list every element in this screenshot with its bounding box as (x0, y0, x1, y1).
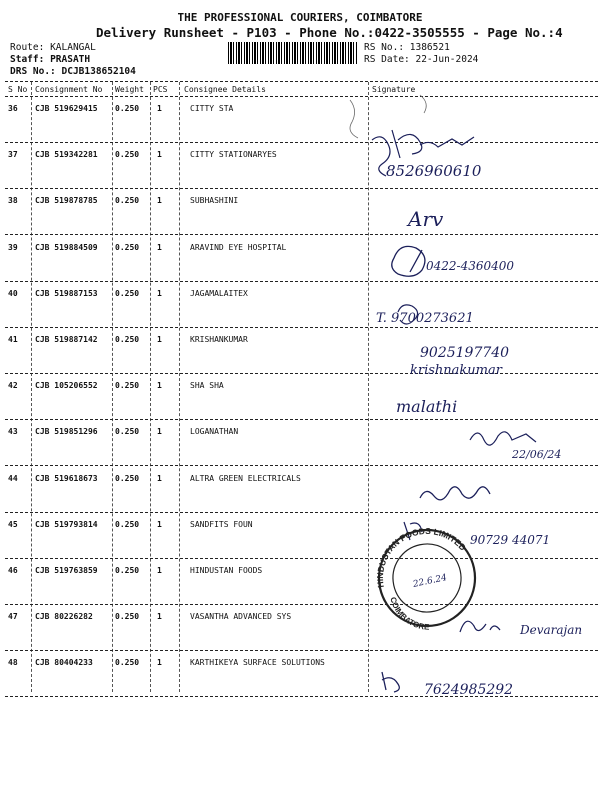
row-sno: 44 (8, 473, 18, 483)
row-sno: 42 (8, 381, 18, 391)
route-label: Route: (10, 42, 45, 53)
runsheet-title: Delivery Runsheet - P103 - Phone No.:0422-3505555 - Page No.:4 (96, 25, 563, 40)
handwritten-phone-41: 9025197740 (420, 345, 510, 361)
row-weight: 0.250 (115, 150, 140, 160)
table-row (0, 474, 600, 520)
row-consignment-no: CJB 80226282 (35, 612, 93, 622)
row-consignee: VASANTHA ADVANCED SYS (190, 612, 292, 622)
stamp-city-text: COIMBATORE (388, 596, 430, 632)
row-pcs: 1 (157, 196, 162, 206)
handwritten-phone-45: 90729 44071 (470, 533, 551, 547)
table-row (0, 427, 600, 473)
barcode (228, 42, 358, 64)
row-consignment-no: CJB 519884509 (35, 242, 98, 252)
table-row (0, 381, 600, 427)
row-sno: 45 (8, 519, 18, 529)
row-sno: 38 (8, 196, 18, 206)
handwritten-phone-40: T. 9700273621 (376, 311, 474, 326)
route-line (10, 42, 96, 53)
col-header-consignee: Consignee Details (184, 85, 266, 94)
route-value: KALANGAL (50, 42, 96, 53)
row-separator (5, 234, 598, 235)
stamp-date: 22.6.24 (412, 572, 448, 590)
table-row (0, 150, 600, 196)
col-header-pcs: PCS (153, 85, 168, 94)
row-separator (5, 327, 598, 328)
row-weight: 0.250 (115, 288, 140, 298)
table-row (0, 520, 600, 566)
row-pcs: 1 (157, 427, 162, 437)
row-consignment-no: CJB 519618673 (35, 473, 98, 483)
handwritten-initials-38: Arv (408, 207, 444, 231)
row-consignment-no: CJB 519851296 (35, 427, 98, 437)
drs-value: DCJB138652104 (61, 66, 136, 77)
table-row (0, 335, 600, 381)
staff-line (10, 54, 90, 65)
col-header-consignment: Consignment No (35, 85, 103, 94)
table-row (0, 196, 600, 242)
handwritten-name-41: krishnakumar (410, 363, 502, 378)
row-consignee: ARAVIND EYE HOSPITAL (190, 242, 287, 252)
row-sno: 41 (8, 335, 18, 344)
handwritten-phone-37: 8526960610 (386, 162, 482, 180)
row-pcs: 1 (157, 242, 162, 252)
row-consignee: HINDUSTAN FOODS (190, 566, 263, 575)
drs-line (10, 66, 136, 77)
row-consignment-no: CJB 519793814 (35, 519, 98, 529)
row-weight: 0.250 (115, 104, 140, 113)
row-consignment-no: CJB 80404233 (35, 658, 93, 668)
row-separator (5, 465, 598, 466)
stamp-company-text: HINDUSTAN FOODS LIMITED (374, 525, 469, 589)
row-weight: 0.250 (115, 242, 140, 252)
handwritten-date-43: 22/06/24 (512, 448, 562, 461)
row-consignment-no: CJB 519887153 (35, 288, 98, 298)
row-pcs: 1 (157, 473, 162, 483)
row-consignment-no: CJB 519629415 (35, 104, 98, 113)
row-separator (5, 188, 598, 189)
table-row (0, 566, 600, 612)
row-pcs: 1 (157, 288, 162, 298)
row-consignment-no: CJB 519342281 (35, 150, 98, 160)
table-row (0, 104, 600, 150)
handwritten-phone-48: 7624985292 (424, 682, 514, 698)
row-consignee: SHA SHA (190, 381, 224, 391)
row-consignee: ALTRA GREEN ELECTRICALS (190, 473, 301, 483)
row-weight: 0.250 (115, 519, 140, 529)
row-consignee: SANDFITS FOUN (190, 519, 253, 529)
row-consignee: CITTY STATIONARYES (190, 150, 277, 160)
row-separator (5, 650, 598, 651)
row-sno: 43 (8, 427, 18, 437)
row-weight: 0.250 (115, 381, 140, 391)
col-header-sno: S No (8, 85, 28, 94)
row-consignment-no: CJB 519763859 (35, 566, 98, 575)
table-top-rule (5, 81, 598, 82)
staff-label: Staff: (10, 54, 45, 65)
company-title: THE PROFESSIONAL COURIERS, COIMBATORE (177, 11, 423, 24)
row-sno: 48 (8, 658, 18, 668)
row-pcs: 1 (157, 612, 162, 622)
row-pcs: 1 (157, 566, 162, 575)
row-pcs: 1 (157, 335, 162, 344)
row-weight: 0.250 (115, 196, 140, 206)
handwritten-phone-39: 0422-4360400 (426, 259, 515, 273)
staff-value: PRASATH (50, 54, 91, 65)
row-consignee: LOGANATHAN (190, 427, 239, 437)
rs-number: RS No.: 1386521 (364, 42, 450, 53)
table-row (0, 658, 600, 704)
row-weight: 0.250 (115, 566, 140, 575)
row-separator (5, 142, 598, 143)
row-sno: 47 (8, 612, 18, 622)
row-consignee: SUBHASHINI (190, 196, 239, 206)
row-consignee: CITTY STA (190, 104, 234, 113)
row-sno: 39 (8, 242, 18, 252)
row-weight: 0.250 (115, 612, 140, 622)
col-header-signature: Signature (372, 85, 416, 94)
row-separator (5, 373, 598, 374)
row-weight: 0.250 (115, 658, 140, 668)
drs-label: DRS No.: (10, 66, 56, 77)
row-consignment-no: CJB 105206552 (35, 381, 98, 391)
row-weight: 0.250 (115, 335, 140, 344)
row-separator (5, 512, 598, 513)
rs-date: RS Date: 22-Jun-2024 (364, 54, 479, 65)
row-consignment-no: CJB 519878785 (35, 196, 98, 206)
row-separator (5, 419, 598, 420)
row-sno: 37 (8, 150, 18, 160)
row-sno: 40 (8, 288, 18, 298)
table-row (0, 243, 600, 289)
handwritten-name-42: malathi (396, 397, 458, 416)
row-consignee: KRISHANKUMAR (190, 335, 248, 344)
row-weight: 0.250 (115, 473, 140, 483)
header-bottom-rule (5, 96, 598, 97)
row-consignee: JAGAMALAITEX (190, 288, 248, 298)
table-row (0, 612, 600, 658)
table-row (0, 289, 600, 335)
row-weight: 0.250 (115, 427, 140, 437)
row-consignment-no: CJB 519887142 (35, 335, 98, 344)
row-pcs: 1 (157, 104, 162, 113)
row-pcs: 1 (157, 381, 162, 391)
row-separator (5, 558, 598, 559)
col-header-weight: Weight (115, 85, 144, 94)
handwritten-name-47: Devarajan (520, 623, 583, 637)
row-pcs: 1 (157, 150, 162, 160)
row-sno: 46 (8, 566, 18, 575)
row-separator (5, 604, 598, 605)
row-separator (5, 696, 598, 697)
row-separator (5, 281, 598, 282)
row-pcs: 1 (157, 658, 162, 668)
row-sno: 36 (8, 104, 18, 113)
row-consignee: KARTHIKEYA SURFACE SOLUTIONS (190, 658, 325, 668)
row-pcs: 1 (157, 519, 162, 529)
